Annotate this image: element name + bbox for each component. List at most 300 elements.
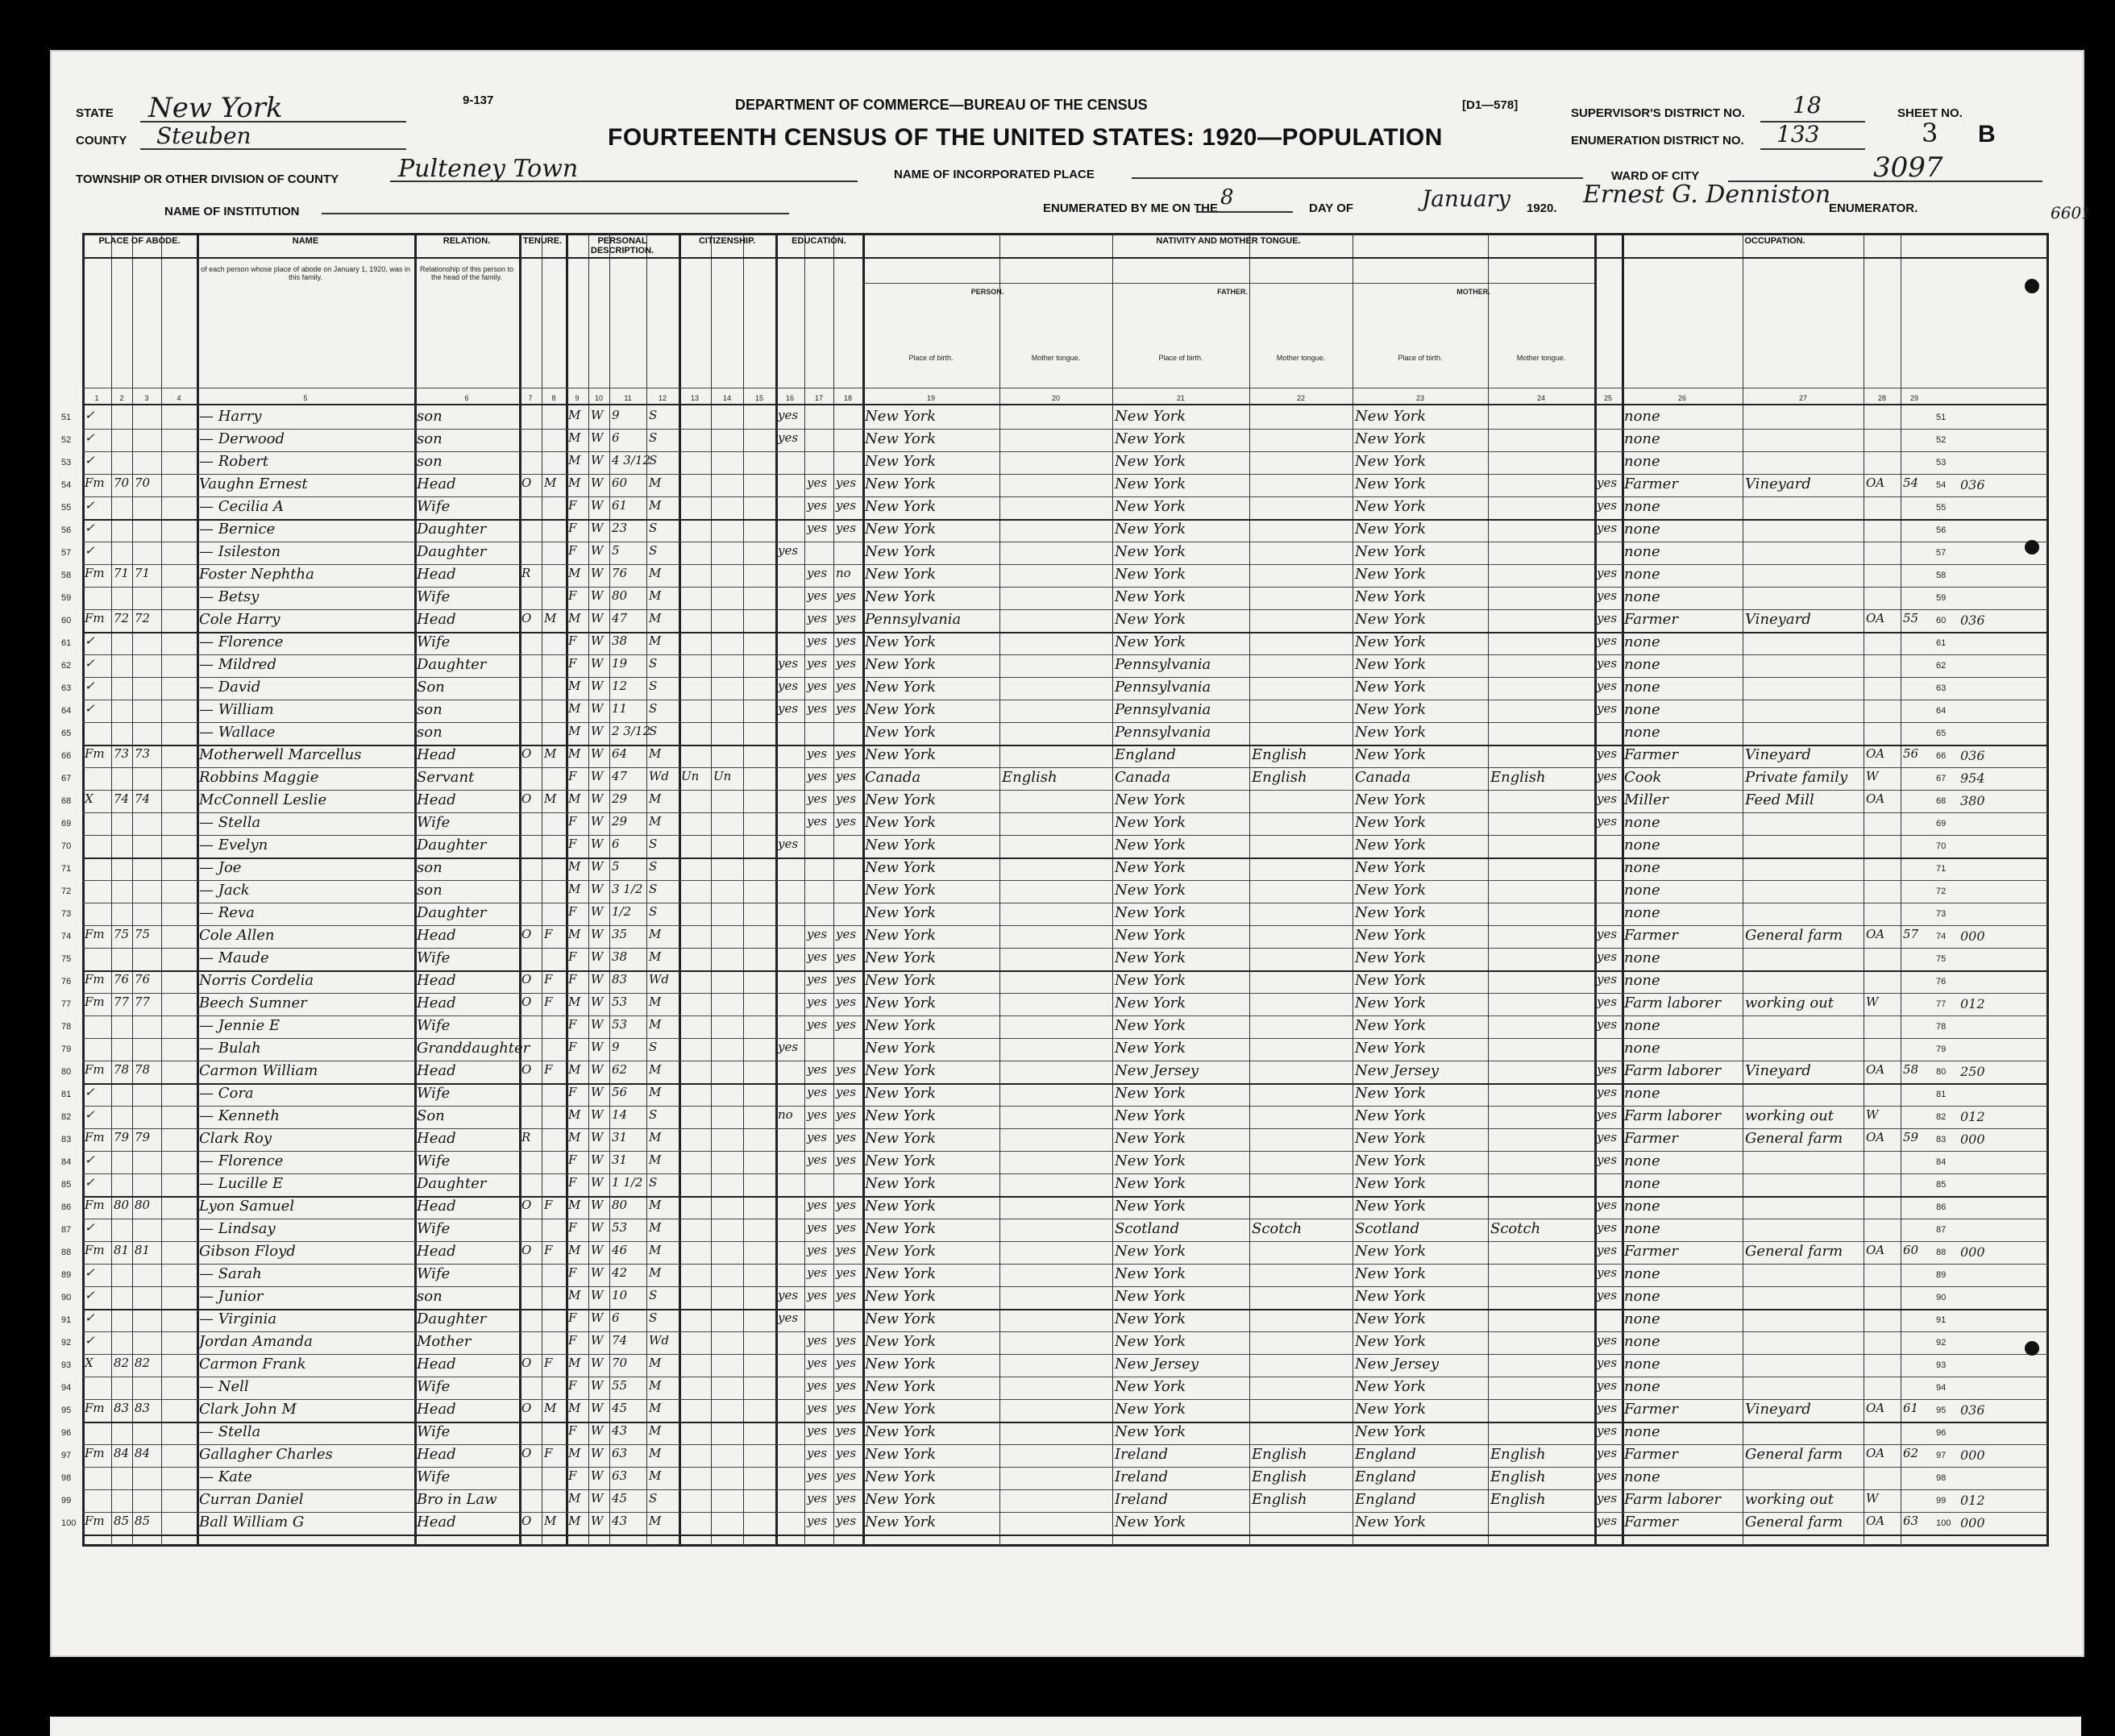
line-number: 89	[61, 1270, 72, 1280]
cell-eng: yes	[1597, 769, 1618, 783]
line-number: 58	[61, 571, 72, 580]
cell-wr: yes	[836, 814, 857, 829]
cell-sex: F	[568, 588, 577, 603]
cell-fb: New York	[1115, 408, 1186, 425]
cell-fb: New York	[1115, 1040, 1186, 1057]
cell-ft: English	[1252, 1468, 1307, 1485]
cell-farm: 62	[1903, 1446, 1919, 1460]
cell-fb: New Jersey	[1115, 1062, 1199, 1079]
cell-farm: 56	[1903, 746, 1919, 761]
cell-cls: OA	[1866, 1446, 1885, 1460]
cell-eng: yes	[1597, 1085, 1618, 1099]
cell-age: 74	[612, 1333, 628, 1348]
cell-a: ✓	[85, 679, 95, 693]
cell-pb: New York	[865, 1265, 937, 1282]
coding-mark: 250	[1960, 1064, 1985, 1079]
cell-a: ✓	[85, 521, 95, 535]
cell-name: — Isileston	[199, 543, 281, 560]
line-number-right: 63	[1936, 683, 1947, 693]
table-row	[61, 1196, 2049, 1219]
line-number-right: 100	[1936, 1518, 1951, 1528]
cell-dw: 73	[135, 746, 151, 761]
cell-a: ✓	[85, 1288, 95, 1302]
cell-fb: New York	[1115, 1333, 1186, 1350]
cell-dw: 83	[135, 1401, 151, 1415]
cell-mar: S	[649, 701, 658, 716]
cell-race: W	[591, 1130, 604, 1144]
cell-pb: New York	[865, 1356, 937, 1373]
cell-eng: yes	[1597, 633, 1618, 648]
table-row	[61, 767, 2049, 790]
cell-name: Foster Nephtha	[199, 566, 314, 583]
cell-rel: son	[417, 882, 443, 899]
cell-fb: New York	[1115, 1514, 1186, 1530]
cell-eng: yes	[1597, 1491, 1618, 1506]
cell-mar: S	[649, 1310, 658, 1325]
cell-occ: none	[1624, 1423, 1660, 1440]
cell-age: 6	[612, 837, 620, 851]
cell-farm: 63	[1903, 1514, 1919, 1528]
line-number: 90	[61, 1293, 72, 1302]
cell-mb: New York	[1355, 927, 1427, 944]
cell-rel: Head	[417, 1130, 456, 1147]
cell-race: W	[591, 498, 604, 513]
cell-own: O	[521, 1198, 532, 1212]
day-label: DAY OF	[1309, 201, 1354, 215]
header-rule	[82, 257, 2049, 259]
cell-mar: M	[649, 1085, 662, 1099]
table-row	[61, 677, 2049, 700]
cell-a: Fm	[85, 995, 105, 1009]
cell-race: W	[591, 1062, 604, 1077]
cell-age: 5	[612, 859, 620, 874]
cell-fb: New York	[1115, 633, 1186, 650]
cell-age: 83	[612, 972, 628, 986]
line-number-right: 65	[1936, 729, 1947, 738]
cell-rd: yes	[807, 476, 828, 490]
line-number: 97	[61, 1451, 72, 1460]
cell-a: X	[85, 791, 93, 806]
cell-dw: 74	[135, 791, 151, 806]
county-value: Steuben	[156, 123, 251, 149]
cell-occ: none	[1624, 453, 1660, 470]
line-number-right: 84	[1936, 1157, 1947, 1167]
nativity-subheader: PERSON.	[970, 288, 1004, 296]
cell-sex: M	[568, 1288, 581, 1302]
cell-occ: none	[1624, 1017, 1660, 1034]
cell-mb: New York	[1355, 476, 1427, 492]
cell-rel: Son	[417, 1107, 445, 1124]
line-number: 56	[61, 525, 72, 535]
cell-pb: New York	[865, 1040, 937, 1057]
cell-age: 23	[612, 521, 628, 535]
cell-mb: New York	[1355, 1198, 1427, 1215]
census-table	[61, 233, 2049, 1547]
cell-fb: New Jersey	[1115, 1356, 1199, 1373]
cell-dw: 85	[135, 1514, 151, 1528]
cell-race: W	[591, 746, 604, 761]
cell-mt: English	[1490, 1446, 1546, 1463]
table-row	[61, 948, 2049, 970]
cell-race: W	[591, 1288, 604, 1302]
cell-race: W	[591, 1265, 604, 1280]
coding-mark: 036	[1960, 1402, 1985, 1418]
cell-age: 29	[612, 814, 628, 829]
cell-mb: New York	[1355, 1107, 1427, 1124]
cell-st: 78	[114, 1062, 130, 1077]
cell-eng: yes	[1597, 1130, 1618, 1144]
cell-rd: yes	[807, 1333, 828, 1348]
cell-eng: yes	[1597, 656, 1618, 671]
cell-rd: yes	[807, 746, 828, 761]
table-row	[61, 745, 2049, 767]
cell-mb: New York	[1355, 1175, 1427, 1192]
cell-a: Fm	[85, 1401, 105, 1415]
cell-mb: Canada	[1355, 769, 1411, 786]
cell-wr: yes	[836, 656, 857, 671]
cell-cls: OA	[1866, 1243, 1885, 1257]
cell-age: 4 3/12	[612, 453, 650, 467]
cell-pb: New York	[865, 1175, 937, 1192]
table-row	[61, 925, 2049, 948]
cell-pb: New York	[865, 1220, 937, 1237]
cell-pb: New York	[865, 724, 937, 741]
cell-rel: Granddaughter	[417, 1040, 530, 1057]
cell-pb: Pennsylvania	[865, 611, 962, 628]
cell-race: W	[591, 769, 604, 783]
cell-wr: yes	[836, 701, 857, 716]
cell-cls: OA	[1866, 1130, 1885, 1144]
cell-rel: son	[417, 724, 443, 741]
township-value: Pulteney Town	[398, 155, 579, 183]
cell-name: Beech Sumner	[199, 995, 307, 1011]
cell-fb: New York	[1115, 791, 1186, 808]
cell-mt: English	[1490, 1468, 1546, 1485]
cell-age: 6	[612, 430, 620, 445]
cell-sex: F	[568, 837, 577, 851]
line-number: 69	[61, 819, 72, 829]
cell-name: Gallagher Charles	[199, 1446, 333, 1463]
cell-sex: M	[568, 1491, 581, 1506]
line-number: 66	[61, 751, 72, 761]
cell-mort: M	[544, 611, 557, 625]
cell-ind: Vineyard	[1745, 1062, 1811, 1079]
table-row	[61, 451, 2049, 474]
cell-mar: M	[649, 1198, 662, 1212]
cell-mb: New York	[1355, 904, 1427, 921]
cell-rd: yes	[807, 1017, 828, 1032]
incorporated-label: NAME OF INCORPORATED PLACE	[894, 168, 1095, 181]
cell-rel: son	[417, 453, 443, 470]
cell-name: — Jennie E	[199, 1017, 280, 1034]
line-number: 98	[61, 1473, 72, 1483]
column-number: 19	[926, 394, 935, 402]
cell-age: 61	[612, 498, 628, 513]
cell-race: W	[591, 1107, 604, 1122]
cell-pb: New York	[865, 1401, 937, 1418]
cell-a: ✓	[85, 543, 95, 558]
cell-sex: M	[568, 1446, 581, 1460]
cell-sex: F	[568, 769, 577, 783]
cell-mb: New York	[1355, 814, 1427, 831]
cell-eng: yes	[1597, 1288, 1618, 1302]
group-header: CITIZENSHIP.	[698, 236, 756, 246]
cell-fb: New York	[1115, 904, 1186, 921]
line-number: 51	[61, 413, 72, 422]
cell-mb: New York	[1355, 746, 1427, 763]
cell-fb: New York	[1115, 1288, 1186, 1305]
cell-pb: New York	[865, 476, 937, 492]
cell-age: 55	[612, 1378, 628, 1393]
column-label: Relationship of this person to the head of the family.	[419, 265, 514, 281]
cell-mb: New York	[1355, 1040, 1427, 1057]
cell-cls: OA	[1866, 791, 1885, 806]
line-number-right: 75	[1936, 954, 1947, 964]
cell-sex: M	[568, 701, 581, 716]
line-number: 61	[61, 638, 72, 648]
cell-a: ✓	[85, 656, 95, 671]
cell-name: — Harry	[199, 408, 262, 425]
cell-pb: New York	[865, 1198, 937, 1215]
cell-name: Clark Roy	[199, 1130, 272, 1147]
cell-mar: S	[649, 904, 658, 919]
cell-mort: F	[544, 1243, 553, 1257]
cell-mb: New York	[1355, 791, 1427, 808]
cell-pb: New York	[865, 904, 937, 921]
cell-st: 84	[114, 1446, 130, 1460]
cell-name: — William	[199, 701, 274, 718]
cell-age: 46	[612, 1243, 628, 1257]
cell-fb: New York	[1115, 588, 1186, 605]
cell-sch: yes	[778, 701, 799, 716]
cell-mar: S	[649, 1175, 658, 1190]
cell-fb: Ireland	[1115, 1468, 1168, 1485]
cell-rd: yes	[807, 927, 828, 941]
cell-rel: Head	[417, 1356, 456, 1373]
cell-mb: New York	[1355, 701, 1427, 718]
enumeration-underline	[1760, 148, 1865, 150]
cell-fb: New York	[1115, 453, 1186, 470]
cell-sex: M	[568, 1356, 581, 1370]
cell-rel: Head	[417, 1401, 456, 1418]
line-number: 75	[61, 954, 72, 964]
line-number-right: 83	[1936, 1135, 1947, 1144]
cell-mar: M	[649, 1401, 662, 1415]
table-row	[61, 632, 2049, 654]
cell-race: W	[591, 837, 604, 851]
cell-name: — Jack	[199, 882, 250, 899]
cell-ind: General farm	[1745, 1243, 1843, 1260]
cell-mb: Scotland	[1355, 1220, 1420, 1237]
supervisor-value: 18	[1793, 92, 1822, 118]
cell-eng: yes	[1597, 1243, 1618, 1257]
table-row	[61, 1399, 2049, 1422]
line-number-right: 82	[1936, 1112, 1947, 1122]
line-number: 72	[61, 887, 72, 896]
cell-name: — Maude	[199, 949, 269, 966]
cell-mb: New York	[1355, 521, 1427, 538]
table-row	[61, 1286, 2049, 1309]
column-number: 22	[1296, 394, 1305, 402]
cell-rel: son	[417, 408, 443, 425]
cell-wr: yes	[836, 972, 857, 986]
cell-occ: none	[1624, 724, 1660, 741]
cell-name: Norris Cordelia	[199, 972, 314, 989]
cell-race: W	[591, 1446, 604, 1460]
line-number-right: 53	[1936, 458, 1947, 467]
table-row	[61, 903, 2049, 925]
cell-age: 42	[612, 1265, 628, 1280]
line-number-right: 86	[1936, 1202, 1947, 1212]
cell-mar: Wd	[649, 769, 670, 783]
nativity-subheader: FATHER.	[1217, 288, 1248, 296]
cell-imm: Un	[681, 769, 700, 783]
group-header: PERSONAL DESCRIPTION.	[590, 236, 654, 255]
cell-mar: S	[649, 656, 658, 671]
line-number-right: 70	[1936, 841, 1947, 851]
cell-mb: New York	[1355, 679, 1427, 696]
cell-rd: yes	[807, 972, 828, 986]
cell-a: ✓	[85, 701, 95, 716]
column-label: Mother tongue.	[1276, 354, 1326, 362]
cell-wr: yes	[836, 1152, 857, 1167]
cell-mar: S	[649, 882, 658, 896]
cell-own: O	[521, 1401, 532, 1415]
cell-rd: yes	[807, 1107, 828, 1122]
table-row	[61, 1106, 2049, 1128]
cell-dw: 72	[135, 611, 151, 625]
cell-sex: M	[568, 1514, 581, 1528]
cell-pb: New York	[865, 498, 937, 515]
line-number-right: 80	[1936, 1067, 1947, 1077]
cell-sex: F	[568, 656, 577, 671]
line-number-right: 79	[1936, 1045, 1947, 1054]
nativity-subheader: MOTHER.	[1456, 288, 1490, 296]
column-number: 15	[754, 394, 763, 402]
cell-rd: yes	[807, 1356, 828, 1370]
cell-race: W	[591, 430, 604, 445]
cell-race: W	[591, 521, 604, 535]
group-header: EDUCATION.	[792, 236, 846, 246]
cell-wr: yes	[836, 1017, 857, 1032]
cell-rel: Wife	[417, 1265, 451, 1282]
cell-pb: New York	[865, 859, 937, 876]
cell-sex: M	[568, 1107, 581, 1122]
cell-sex: M	[568, 1062, 581, 1077]
cell-age: 31	[612, 1152, 628, 1167]
cell-rel: Wife	[417, 588, 451, 605]
cell-pb: New York	[865, 1130, 937, 1147]
cell-wr: yes	[836, 1265, 857, 1280]
cell-rd: yes	[807, 1468, 828, 1483]
line-number: 84	[61, 1157, 72, 1167]
cell-name: — David	[199, 679, 261, 696]
cell-dw: 79	[135, 1130, 151, 1144]
column-number: 14	[722, 394, 731, 402]
cell-age: 45	[612, 1401, 628, 1415]
cell-pb: New York	[865, 746, 937, 763]
cell-mar: M	[649, 746, 662, 761]
cell-rel: Wife	[417, 949, 451, 966]
cell-mt: English	[1490, 769, 1546, 786]
cell-wr: yes	[836, 1130, 857, 1144]
cell-wr: yes	[836, 1220, 857, 1235]
cell-rd: yes	[807, 1288, 828, 1302]
cell-mt: Scotch	[1490, 1220, 1541, 1237]
line-number: 99	[61, 1496, 72, 1506]
cell-occ: none	[1624, 1378, 1660, 1395]
cell-name: Jordan Amanda	[199, 1333, 313, 1350]
cell-pb: New York	[865, 633, 937, 650]
cell-age: 53	[612, 1220, 628, 1235]
line-number-right: 81	[1936, 1090, 1947, 1099]
column-number: 23	[1415, 394, 1424, 402]
cell-rd: yes	[807, 633, 828, 648]
cell-fb: New York	[1115, 498, 1186, 515]
cell-fb: New York	[1115, 543, 1186, 560]
cell-name: — Cora	[199, 1085, 254, 1102]
cell-pb: New York	[865, 1514, 937, 1530]
cell-age: 29	[612, 791, 628, 806]
cell-rd: yes	[807, 769, 828, 783]
cell-mar: M	[649, 588, 662, 603]
cell-cls: OA	[1866, 611, 1885, 625]
cell-dw: 80	[135, 1198, 151, 1212]
cell-sch: yes	[778, 1040, 799, 1054]
column-number: 1	[94, 394, 99, 402]
cell-rd: yes	[807, 1152, 828, 1167]
cell-fb: New York	[1115, 927, 1186, 944]
cell-race: W	[591, 1243, 604, 1257]
cell-name: — Stella	[199, 814, 261, 831]
cell-race: W	[591, 476, 604, 490]
form-number: 9-137	[463, 93, 494, 107]
cell-ind: Feed Mill	[1745, 791, 1814, 808]
cell-mar: Wd	[649, 972, 670, 986]
cell-occ: Miller	[1624, 791, 1668, 808]
cell-race: W	[591, 972, 604, 986]
table-row	[61, 519, 2049, 542]
coding-mark: 000	[1960, 1244, 1985, 1260]
line-number-right: 66	[1936, 751, 1947, 761]
cell-ft: Scotch	[1252, 1220, 1303, 1237]
cell-sex: F	[568, 1085, 577, 1099]
cell-rel: Head	[417, 1446, 456, 1463]
group-header: TENURE.	[522, 236, 563, 246]
cell-occ: none	[1624, 837, 1660, 853]
cell-mar: S	[649, 430, 658, 445]
cell-pb: New York	[865, 701, 937, 718]
cell-pb: New York	[865, 949, 937, 966]
cell-rel: Son	[417, 679, 445, 696]
table-row	[61, 812, 2049, 835]
cell-a: ✓	[85, 1107, 95, 1122]
cell-name: Lyon Samuel	[199, 1198, 295, 1215]
line-number: 71	[61, 864, 72, 874]
cell-pb: New York	[865, 1085, 937, 1102]
line-number: 88	[61, 1248, 72, 1257]
cell-name: — Lucille E	[199, 1175, 284, 1192]
cell-name: — Junior	[199, 1288, 264, 1305]
cell-eng: yes	[1597, 814, 1618, 829]
cell-mort: F	[544, 1062, 553, 1077]
cell-mb: England	[1355, 1468, 1416, 1485]
cell-dw: 82	[135, 1356, 151, 1370]
line-number: 62	[61, 661, 72, 671]
census-sheet	[50, 50, 2092, 1657]
cell-mb: New York	[1355, 1310, 1427, 1327]
cell-rd: yes	[807, 611, 828, 625]
